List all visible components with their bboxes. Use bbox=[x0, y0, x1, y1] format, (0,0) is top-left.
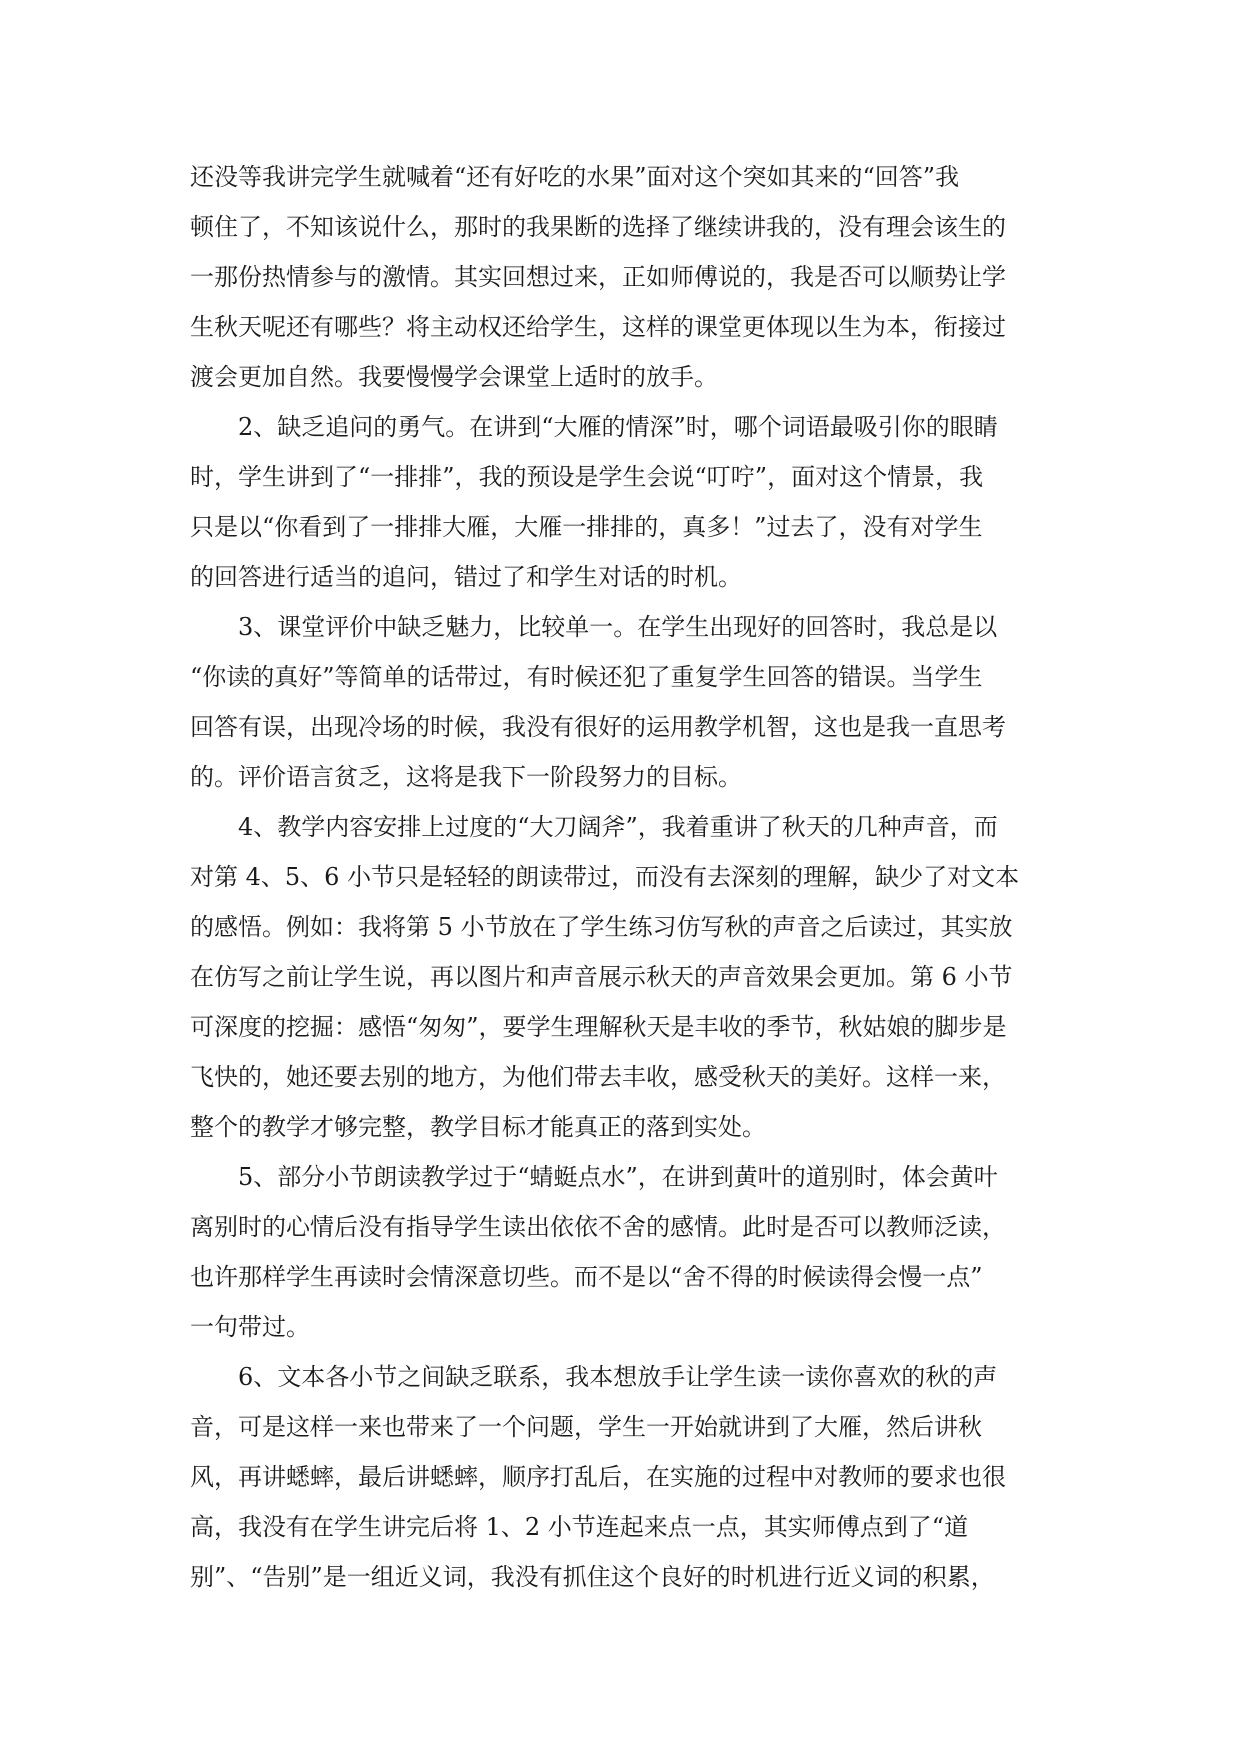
text-line: 风，再讲蟋蟀，最后讲蟋蟀，顺序打乱后，在实施的过程中对教师的要求也很 bbox=[190, 1463, 1006, 1491]
text-line: 飞快的，她还要去别的地方，为他们带去丰收，感受秋天的美好。这样一来， bbox=[190, 1063, 1006, 1091]
text-line: 生秋天呢还有哪些？将主动权还给学生，这样的课堂更体现以生为本，衔接过 bbox=[190, 313, 1006, 341]
text-line: 一句带过。 bbox=[190, 1313, 310, 1341]
text-line: 的。评价语言贫乏，这将是我下一阶段努力的目标。 bbox=[190, 763, 742, 791]
text-line: 也许那样学生再读时会情深意切些。而不是以“舍不得的时候读得会慢一点” bbox=[190, 1263, 983, 1291]
text-line: 离别时的心情后没有指导学生读出依依不舍的感情。此时是否可以教师泛读， bbox=[190, 1213, 1006, 1241]
text-line: 回答有误，出现冷场的时候，我没有很好的运用教学机智，这也是我一直思考 bbox=[190, 713, 1006, 741]
text-line: “你读的真好”等简单的话带过，有时候还犯了重复学生回答的错误。当学生 bbox=[190, 663, 983, 691]
text-line: 高，我没有在学生讲完后将 1、2 小节连起来点一点，其实师傅点到了“道 bbox=[190, 1513, 969, 1541]
text-line: 整个的教学才够完整，教学目标才能真正的落到实处。 bbox=[190, 1113, 766, 1141]
text-line: 渡会更加自然。我要慢慢学会课堂上适时的放手。 bbox=[190, 363, 718, 391]
text-line: 只是以“你看到了一排排大雁，大雁一排排的，真多！”过去了，没有对学生 bbox=[190, 513, 983, 541]
paragraph-start-line: 6、文本各小节之间缺乏联系，我本想放手让学生读一读你喜欢的秋的声 bbox=[238, 1363, 998, 1391]
text-line: 顿住了，不知该说什么，那时的我果断的选择了继续讲我的，没有理会该生的 bbox=[190, 213, 1006, 241]
text-line: 别”、“告别”是一组近义词，我没有抓住这个良好的时机进行近义词的积累， bbox=[190, 1563, 995, 1591]
paragraph-start-line: 2、缺乏追问的勇气。在讲到“大雁的情深”时，哪个词语最吸引你的眼睛 bbox=[238, 413, 998, 441]
paragraph-start-line: 5、部分小节朗读教学过于“蜻蜓点水”，在讲到黄叶的道别时，体会黄叶 bbox=[238, 1163, 998, 1191]
text-line: 在仿写之前让学生说，再以图片和声音展示秋天的声音效果会更加。第 6 小节 bbox=[190, 963, 1013, 991]
paragraph-start-line: 3、课堂评价中缺乏魅力，比较单一。在学生出现好的回答时，我总是以 bbox=[238, 613, 998, 641]
text-line: 还没等我讲完学生就喊着“还有好吃的水果”面对这个突如其来的“回答”我 bbox=[190, 163, 960, 191]
text-line: 对第 4、5、6 小节只是轻轻的朗读带过，而没有去深刻的理解，缺少了对文本 bbox=[190, 863, 1020, 891]
text-line: 的感悟。例如：我将第 5 小节放在了学生练习仿写秋的声音之后读过，其实放 bbox=[190, 913, 1013, 941]
text-line: 时，学生讲到了“一排排”，我的预设是学生会说“叮咛”，面对这个情景，我 bbox=[190, 463, 984, 491]
text-line: 一那份热情参与的激情。其实回想过来，正如师傅说的，我是否可以顺势让学 bbox=[190, 263, 1006, 291]
paragraph-start-line: 4、教学内容安排上过度的“大刀阔斧”，我着重讲了秋天的几种声音，而 bbox=[238, 813, 998, 841]
text-line: 音，可是这样一来也带来了一个问题，学生一开始就讲到了大雁，然后讲秋 bbox=[190, 1413, 982, 1441]
text-line: 可深度的挖掘：感悟“匆匆”，要学生理解秋天是丰收的季节，秋姑娘的脚步是 bbox=[190, 1013, 1007, 1041]
text-line: 的回答进行适当的追问，错过了和学生对话的时机。 bbox=[190, 563, 742, 591]
document-body bbox=[190, 152, 1050, 1602]
